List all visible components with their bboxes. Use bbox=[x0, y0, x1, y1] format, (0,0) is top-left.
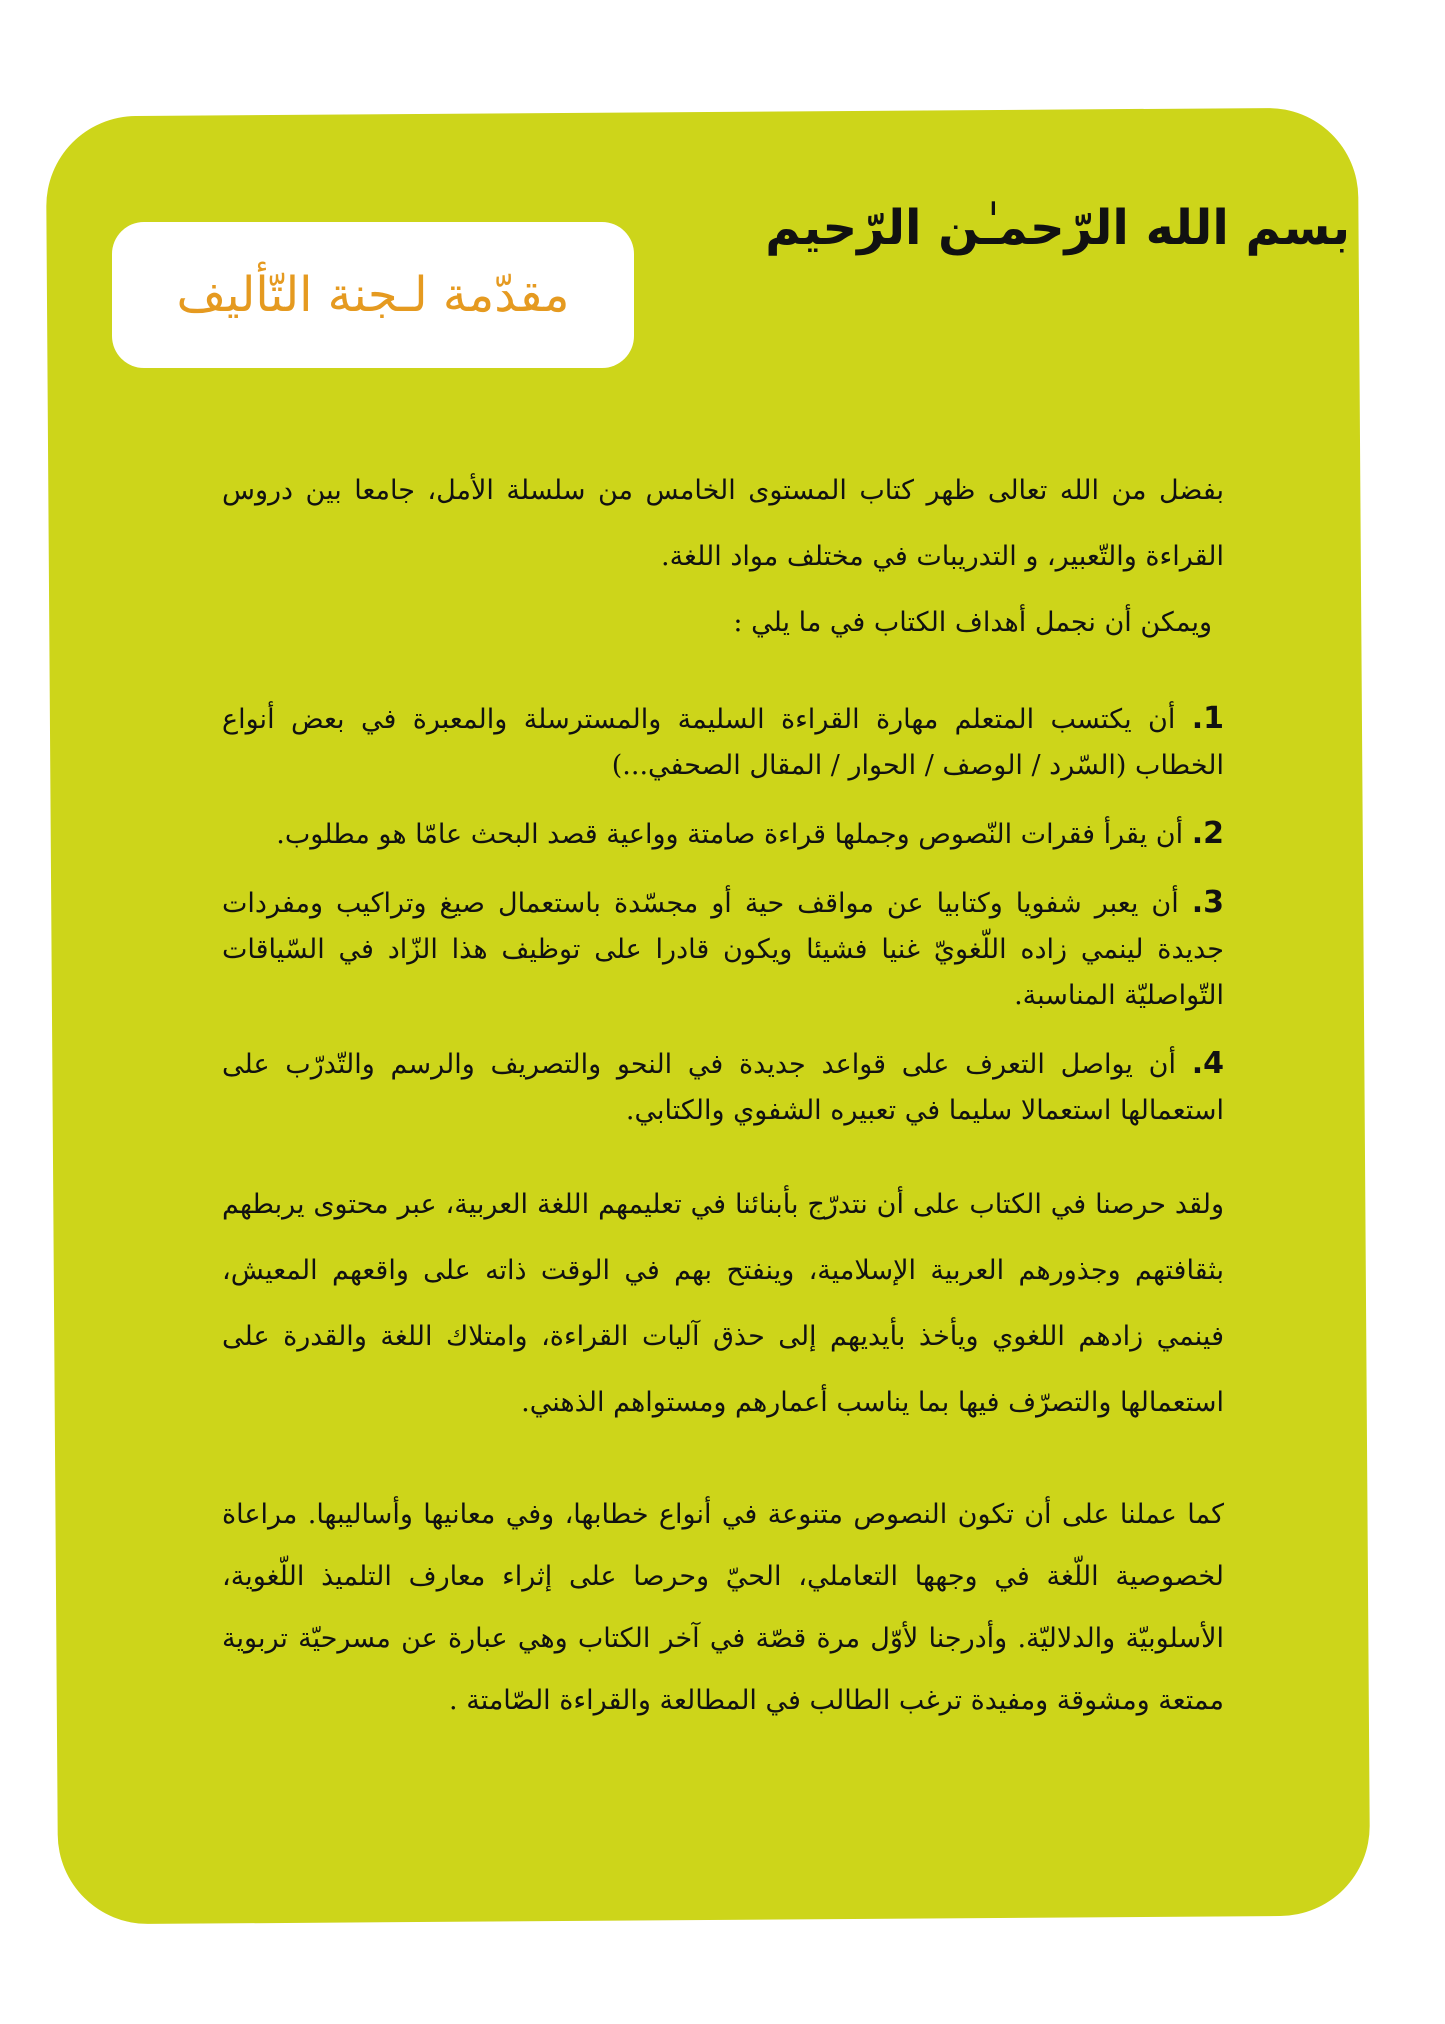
goal-item bbox=[222, 696, 1224, 789]
goal-text: أن يقرأ فقرات النّصوص وجملها قراءة صامتة وواعية قصد البحث عامّا هو مطلوب. bbox=[276, 819, 1184, 850]
goal-text: أن يعبر شفويا وكتابيا عن مواقف حية أو مجسّدة باستعمال صيغ وتراكيب ومفردات جديدة لينمي زاده اللّغويّ غنيا فشيئا ويكون قادرا على توظيف هذا الزّاد في السّياقات التّواصليّة المناسبة. bbox=[222, 888, 1224, 1011]
goal-number: 2. bbox=[1191, 816, 1224, 851]
goal-text: أن يواصل التعرف على قواعد جديدة في النحو والتصريف والرسم والتّدرّب على استعمالها استعمالا سليما في تعبيره الشفوي والكتابي. bbox=[222, 1049, 1224, 1126]
basmala-heading: بسم الله الرّحمـٰن الرّحيم bbox=[765, 200, 1350, 256]
document-body bbox=[222, 458, 1224, 1732]
page-title: مقدّمة لـجنة التّأليف bbox=[176, 267, 570, 323]
body-paragraph-1: ولقد حرصنا في الكتاب على أن نتدرّج بأبنائنا في تعليمهم اللغة العربية، عبر محتوى يربطهم بثقافتهم وجذورهم العربية الإسلامية، وينفتح بهم في الوقت ذاته على واقعهم المعيش، فينمي زادهم اللغوي ويأخذ بأيديهم إلى حذق آليات القراءة، وامتلاك اللغة والقدرة على استعمالها والتصرّف فيها بما يناسب أعمارهم ومستواهم الذهني. bbox=[222, 1189, 1224, 1418]
goal-number: 1. bbox=[1191, 701, 1224, 736]
goals-intro: ويمكن أن نجمل أهداف الكتاب في ما يلي : bbox=[733, 607, 1212, 638]
goal-number: 4. bbox=[1191, 1046, 1224, 1081]
body-paragraph-2: كما عملنا على أن تكون النصوص متنوعة في أنواع خطابها، وفي معانيها وأساليبها. مراعاة لخصوصية اللّغة في وجهها التعاملي، الحيّ وحرصا على إثراء معارف التلميذ اللّغوية، الأسلوبيّة والدلاليّة. وأدرجنا لأوّل مرة قصّة في آخر الكتاب وهي عبارة عن مسرحيّة تربوية ممتعة ومشوقة ومفيدة ترغب الطالب في المطالعة والقراءة الصّامتة . bbox=[222, 1499, 1224, 1716]
goal-item bbox=[222, 1041, 1224, 1134]
goal-text: أن يكتسب المتعلم مهارة القراءة السليمة والمسترسلة والمعبرة في بعض أنواع الخطاب (السّرد / الوصف / الحوار / المقال الصحفي...) bbox=[222, 704, 1224, 781]
intro-paragraph: بفضل من الله تعالى ظهر كتاب المستوى الخامس من سلسلة الأمل، جامعا بين دروس القراءة والتّعبير، و التدريبات في مختلف مواد اللغة. bbox=[222, 475, 1224, 572]
goal-item bbox=[222, 880, 1224, 1019]
goal-number: 3. bbox=[1191, 885, 1224, 920]
title-box bbox=[112, 222, 634, 368]
goals-list bbox=[222, 696, 1224, 1134]
goal-item bbox=[222, 811, 1224, 858]
